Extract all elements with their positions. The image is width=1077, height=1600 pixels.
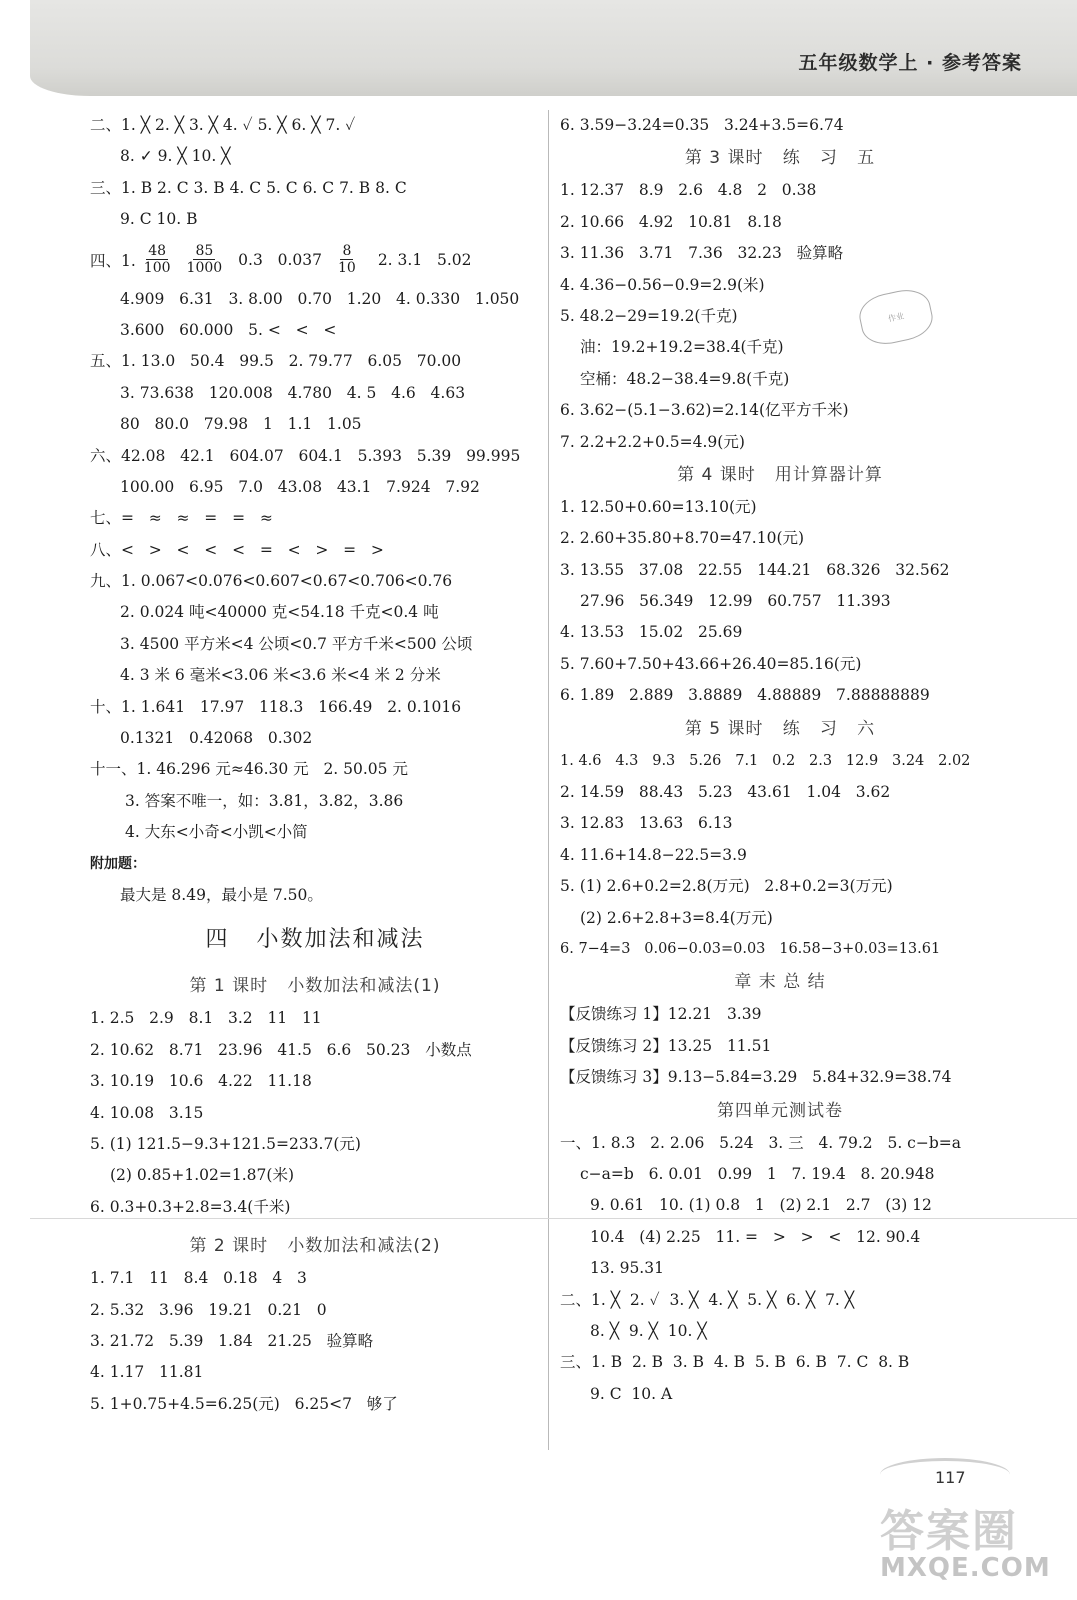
lesson-title: 第 2 课时 小数加法和减法(2) (189, 1236, 441, 1257)
answer-line: 三、1. B 2. B 3. B 4. B 5. B 6. B 7. C 8. B (560, 1353, 910, 1372)
answer-line: 十一、1. 46.296 元≈46.30 元 2. 50.05 元 (90, 760, 408, 779)
denominator: 10 (337, 260, 356, 277)
answer-line: 6. 3.59−3.24=0.35 3.24+3.5=6.74 (560, 116, 844, 134)
answer-line: 8. ✓ 9. ╳ 10. ╳ (120, 147, 231, 166)
watermark-logo (880, 1495, 1070, 1595)
denominator: 100 (143, 260, 171, 277)
right-column (560, 110, 1000, 1410)
answer-line: 十、1. 1.641 17.97 118.3 166.49 2. 0.1016 (90, 697, 462, 716)
answer-line: 5. 48.2−29=19.2(千克) (560, 306, 738, 325)
section-title: 第四单元测试卷 (717, 1100, 843, 1121)
answer-line: 七、= ≈ ≈ = = ≈ (90, 509, 273, 528)
watermark-url: MXQE.COM (880, 1553, 1051, 1583)
fraction-answer-line (90, 236, 540, 284)
page-number: 117 (935, 1468, 966, 1487)
answer-line: 1. 12.50+0.60=13.10(元) (560, 497, 757, 516)
answer-line: 5. 1+0.75+4.5=6.25(元) 6.25<7 够了 (90, 1394, 398, 1413)
answer-line: 3. 12.83 13.63 6.13 (560, 814, 733, 833)
answer-line: 油：19.2+19.2=38.4(千克) (580, 338, 784, 357)
answer-line: 2. 0.024 吨<40000 克<54.18 千克<0.4 吨 (120, 603, 439, 622)
answer-line: 3. 13.55 37.08 22.55 144.21 68.326 32.562 (560, 560, 950, 579)
answer-text: 0.3 0.037 (238, 250, 322, 269)
answer-line: (2) 0.85+1.02=1.87(米) (110, 1166, 294, 1185)
numerator: 48 (148, 243, 167, 260)
answer-line: 6. 0.3+0.3+2.8=3.4(千米) (90, 1197, 291, 1216)
answer-text: 四、1. (90, 251, 136, 270)
answer-line: 3. 73.638 120.008 4.780 4. 5 4.6 4.63 (120, 383, 466, 402)
lesson-title: 第 1 课时 小数加法和减法(1) (189, 976, 441, 997)
answer-line: 八、< > < < < = < > = > (90, 540, 384, 559)
answer-line: 9. C 10. A (590, 1384, 673, 1403)
answer-line: 【反馈练习 2】13.25 11.51 (560, 1036, 772, 1055)
answer-line: 4. 大东<小奇<小凯<小简 (125, 823, 308, 842)
answer-line: 10.4 (4) 2.25 11. = > > < 12. 90.4 (590, 1227, 921, 1246)
answer-line: 4. 11.6+14.8−22.5=3.9 (560, 845, 747, 864)
answer-line: 3. 21.72 5.39 1.84 21.25 验算略 (90, 1331, 374, 1350)
answer-line: 2. 2.60+35.80+8.70=47.10(元) (560, 529, 805, 548)
answer-line: 2. 10.66 4.92 10.81 8.18 (560, 212, 782, 231)
answer-line: 【反馈练习 1】12.21 3.39 (560, 1005, 762, 1024)
answer-line: 空桶：48.2−38.4=9.8(千克) (580, 369, 790, 388)
answer-line: 二、1. ╳ 2. ╳ 3. ╳ 4. ✓ 5. ╳ 6. ╳ 7. ✓ (90, 116, 356, 134)
answer-line: 【反馈练习 3】9.13−5.84=3.29 5.84+32.9=38.74 (560, 1068, 952, 1087)
answer-line: 六、42.08 42.1 604.07 604.1 5.393 5.39 99.995 (90, 446, 521, 465)
stamp: 作业 (856, 285, 937, 349)
answer-line: 4. 3 米 6 毫米<3.06 米<3.6 米<4 米 2 分米 (120, 666, 441, 685)
answer-line: (2) 2.6+2.8+3=8.4(万元) (580, 908, 773, 927)
numerator: 8 (342, 243, 352, 260)
lesson-title: 第 3 课时 练 习 五 (684, 148, 876, 169)
page-fold-line (30, 1218, 1077, 1219)
answer-line: 三、1. B 2. C 3. B 4. C 5. C 6. C 7. B 8. C (90, 178, 407, 197)
answer-line: 3.600 60.000 5. < < < (120, 320, 337, 339)
lesson-title: 第 4 课时 用计算器计算 (677, 464, 883, 485)
answer-line: 80 80.0 79.98 1 1.1 1.05 (120, 415, 362, 434)
answer-line: c−a=b 6. 0.01 0.99 1 7. 19.4 8. 20.948 (580, 1164, 935, 1183)
answer-line: 4. 4.36−0.56−0.9=2.9(米) (560, 275, 765, 294)
page-header-title: 五年级数学上 · 参考答案 (798, 52, 1022, 74)
answer-line: 五、1. 13.0 50.4 99.5 2. 79.77 6.05 70.00 (90, 352, 462, 371)
denominator: 1000 (186, 260, 223, 277)
answer-line: 6. 7−4=3 0.06−0.03=0.03 16.58−3+0.03=13.61 (560, 940, 941, 957)
answer-line: 0.1321 0.42068 0.302 (120, 729, 313, 748)
answer-line: 4. 1.17 11.81 (90, 1363, 204, 1382)
answer-line: 3. 答案不唯一，如：3.81，3.82，3.86 (125, 791, 404, 810)
answer-line: 8. ╳ 9. ╳ 10. ╳ (590, 1321, 707, 1340)
answer-line: 3. 11.36 3.71 7.36 32.23 验算略 (560, 244, 844, 263)
numerator: 85 (195, 243, 214, 260)
answer-line: 1. 4.6 4.3 9.3 5.26 7.1 0.2 2.3 12.9 3.24 2.02 (560, 752, 971, 769)
answer-line: 4.909 6.31 3. 8.00 0.70 1.20 4. 0.330 1.050 (120, 289, 520, 308)
chapter-title: 四 小数加法和减法 (205, 927, 425, 953)
answer-line: 3. 4500 平方米<4 公顷<0.7 平方千米<500 公顷 (120, 634, 473, 653)
answer-line: 6. 1.89 2.889 3.8889 4.88889 7.88888889 (560, 686, 930, 705)
watermark-text: 答案圈 (880, 1506, 1018, 1557)
answer-line: 一、1. 8.3 2. 2.06 5.24 3. 三 4. 79.2 5. c−b=a (560, 1133, 961, 1152)
answer-line: 6. 3.62−(5.1−3.62)=2.14(亿平方千米) (560, 401, 849, 420)
answer-text: 2. 3.1 5.02 (377, 250, 472, 269)
answer-line: 1. 2.5 2.9 8.1 3.2 11 11 (90, 1009, 322, 1028)
answer-line: 1. 12.37 8.9 2.6 4.8 2 0.38 (560, 181, 817, 200)
column-divider (548, 110, 549, 1450)
answer-line: 5. (1) 121.5−9.3+121.5=233.7(元) (90, 1134, 361, 1153)
lesson-title: 第 5 课时 练 习 六 (684, 718, 876, 739)
answer-line: 2. 14.59 88.43 5.23 43.61 1.04 3.62 (560, 783, 891, 802)
bonus-label: 附加题： (90, 855, 146, 872)
answer-line: 最大是 8.49，最小是 7.50。 (120, 885, 323, 904)
answer-line: 100.00 6.95 7.0 43.08 43.1 7.924 7.92 (120, 477, 480, 496)
answer-line: 二、1. ╳ 2. ✓ 3. ╳ 4. ╳ 5. ╳ 6. ╳ 7. ╳ (560, 1290, 855, 1309)
answer-line: 13. 95.31 (590, 1259, 664, 1278)
answer-line: 27.96 56.349 12.99 60.757 11.393 (580, 592, 891, 611)
answer-line: 九、1. 0.067<0.076<0.607<0.67<0.706<0.76 (90, 572, 453, 591)
answer-line: 4. 13.53 15.02 25.69 (560, 623, 743, 642)
answer-line: 5. (1) 2.6+0.2=2.8(万元) 2.8+0.2=3(万元) (560, 877, 893, 896)
section-title: 章 末 总 结 (734, 972, 826, 993)
fraction (336, 243, 358, 276)
answer-line: 9. 0.61 10. (1) 0.8 1 (2) 2.1 2.7 (3) 12 (590, 1196, 932, 1215)
answer-line: 1. 7.1 11 8.4 0.18 4 3 (90, 1269, 307, 1288)
answer-line: 2. 10.62 8.71 23.96 41.5 6.6 50.23 小数点 (90, 1040, 472, 1059)
fraction (185, 243, 225, 276)
answer-line: 4. 10.08 3.15 (90, 1103, 204, 1122)
fraction (142, 243, 173, 276)
left-column (90, 110, 540, 1420)
answer-line: 2. 5.32 3.96 19.21 0.21 0 (90, 1300, 327, 1319)
answer-line: 3. 10.19 10.6 4.22 11.18 (90, 1072, 312, 1091)
answer-line: 9. C 10. B (120, 210, 198, 229)
answer-line: 7. 2.2+2.2+0.5=4.9(元) (560, 432, 745, 451)
answer-line: 5. 7.60+7.50+43.66+26.40=85.16(元) (560, 654, 862, 673)
